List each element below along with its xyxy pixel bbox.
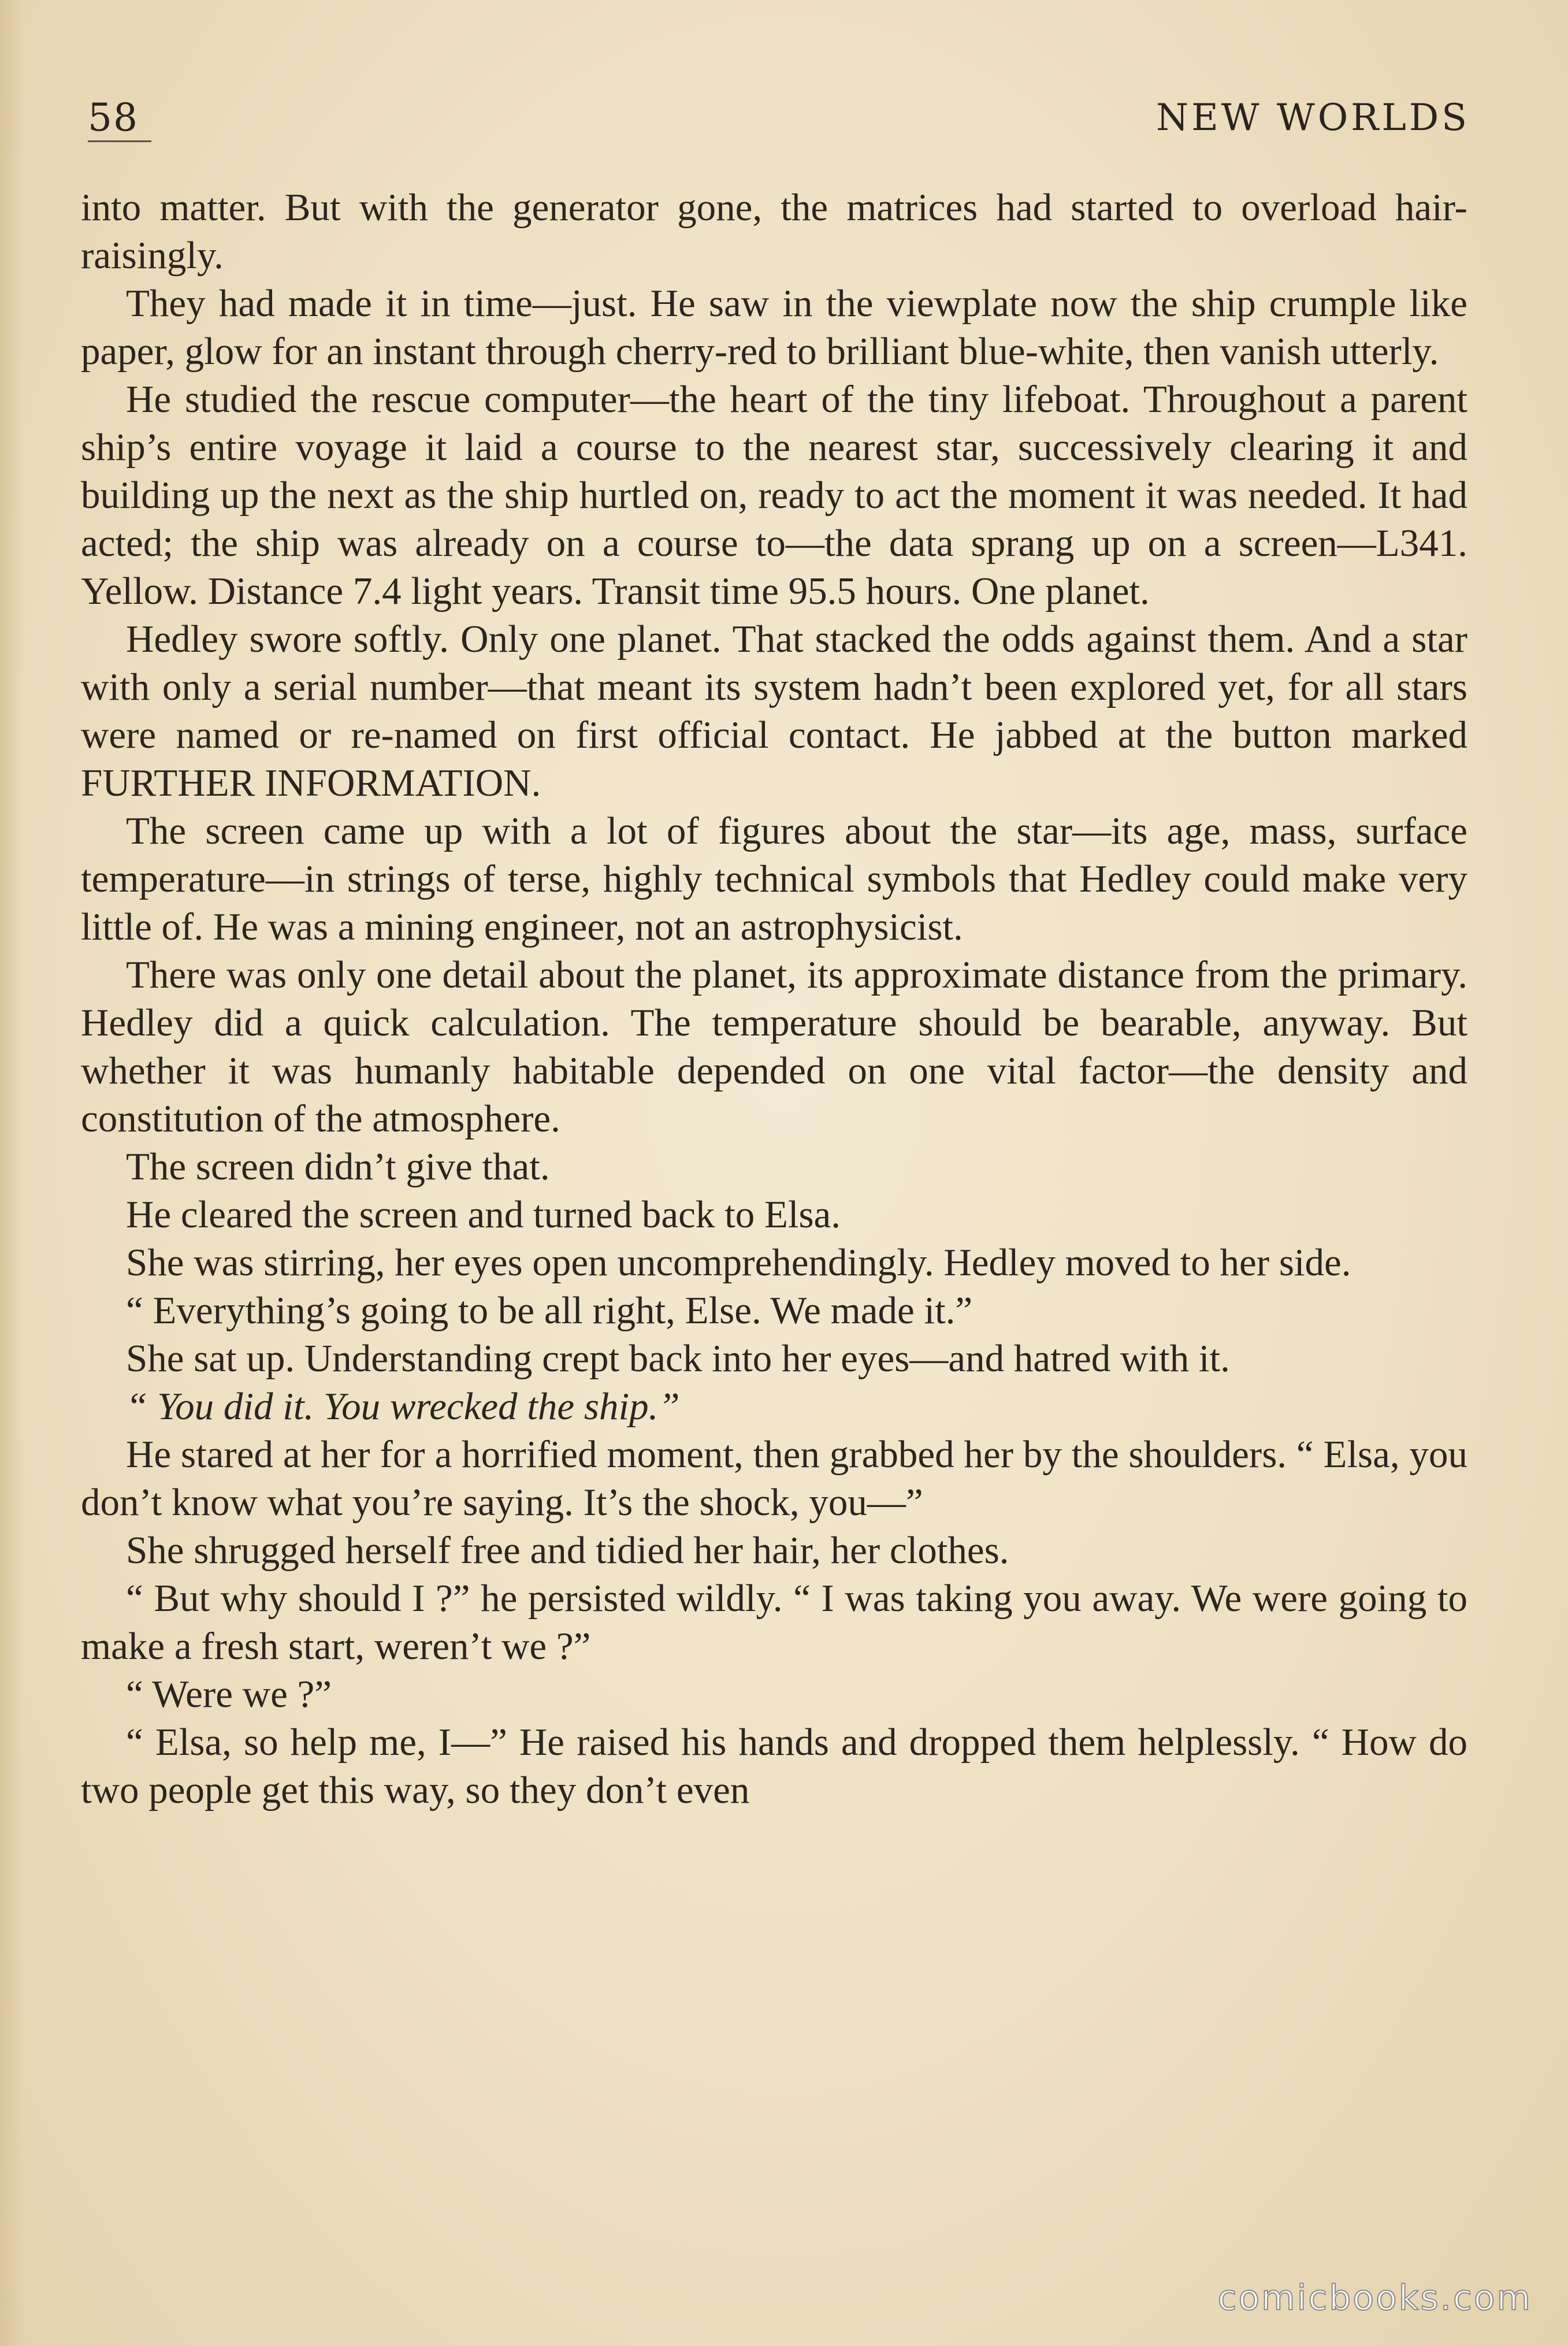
page-header [88,87,1470,150]
paragraph: He stared at her for a horrified moment, then grabbed her by the shoulders. “ Elsa, you don’t know what you’re saying. It’s the shock, you—” [81,1433,1467,1524]
paragraph: “ Elsa, so help me, I—” He raised his hands and dropped them helplessly. “ How do two people get this way, so they don’t even [81,1721,1467,1812]
watermark: comicbooks.com [1217,2278,1532,2318]
body-text [81,184,1467,1814]
page-edge-shadow [0,0,23,2346]
paragraph: He studied the rescue computer—the heart of the tiny lifeboat. Throughout a parent ship’s entire voyage it laid a course to the nearest star, successively clearing it and building up the next as the ship hurtled on, ready to act the moment it was needed. It had acted; the ship was already on a course to—the data sprang up on a screen—L341. Yellow. Distance 7.4 light years. Transit time 95.5 hours. One planet. [81,378,1467,613]
running-head: NEW WORLDS [1156,96,1470,139]
paragraph: Hedley swore softly. Only one planet. That stacked the odds against them. And a star with only a serial number—that meant its system hadn’t been explored yet, for all stars were named or re-named on first official contact. He jabbed at the button marked FURTHER INFORMATION. [81,618,1467,804]
paragraph: There was only one detail about the planet, its approximate distance from the primary. Hedley did a quick calculation. The temperature should be bearable, anyway. But whether it was humanly habitable depended on one vital factor—the density and constitution of the atmosphere. [81,953,1467,1140]
paragraph: The screen didn’t give that. [126,1145,550,1188]
paragraph: “ But why should I ?” he persisted wildly. “ I was taking you away. We were going to make a fresh start, weren’t we ?” [81,1577,1467,1668]
paragraph: The screen came up with a lot of figures about the star—its age, mass, surface temperature—in strings of terse, highly technical symbols that Hedley could make very little of. He was a mining engineer, not an astrophysicist. [81,810,1467,948]
paragraph: She was stirring, her eyes open uncomprehendingly. Hedley moved to her side. [126,1241,1351,1284]
paragraph: He cleared the screen and turned back to Elsa. [126,1193,841,1236]
paragraph: She sat up. Understanding crept back into her eyes—and hatred with it. [126,1337,1230,1380]
paragraph-italic-quote: “ You did it. You wrecked the ship.” [126,1385,680,1428]
paragraph: She shrugged herself free and tidied her hair, her clothes. [126,1529,1009,1572]
paragraph: They had made it in time—just. He saw in the viewplate now the ship crumple like paper, glow for an instant through cherry-red to brilliant blue-white, then vanish utterly. [81,282,1467,373]
page-number: 58 [88,95,139,140]
paragraph: into matter. But with the generator gone, the matrices had started to overload hair-raisingly. [81,186,1467,277]
paragraph: “ Everything’s going to be all right, Else. We made it.” [126,1289,973,1332]
paragraph: “ Were we ?” [126,1673,332,1716]
